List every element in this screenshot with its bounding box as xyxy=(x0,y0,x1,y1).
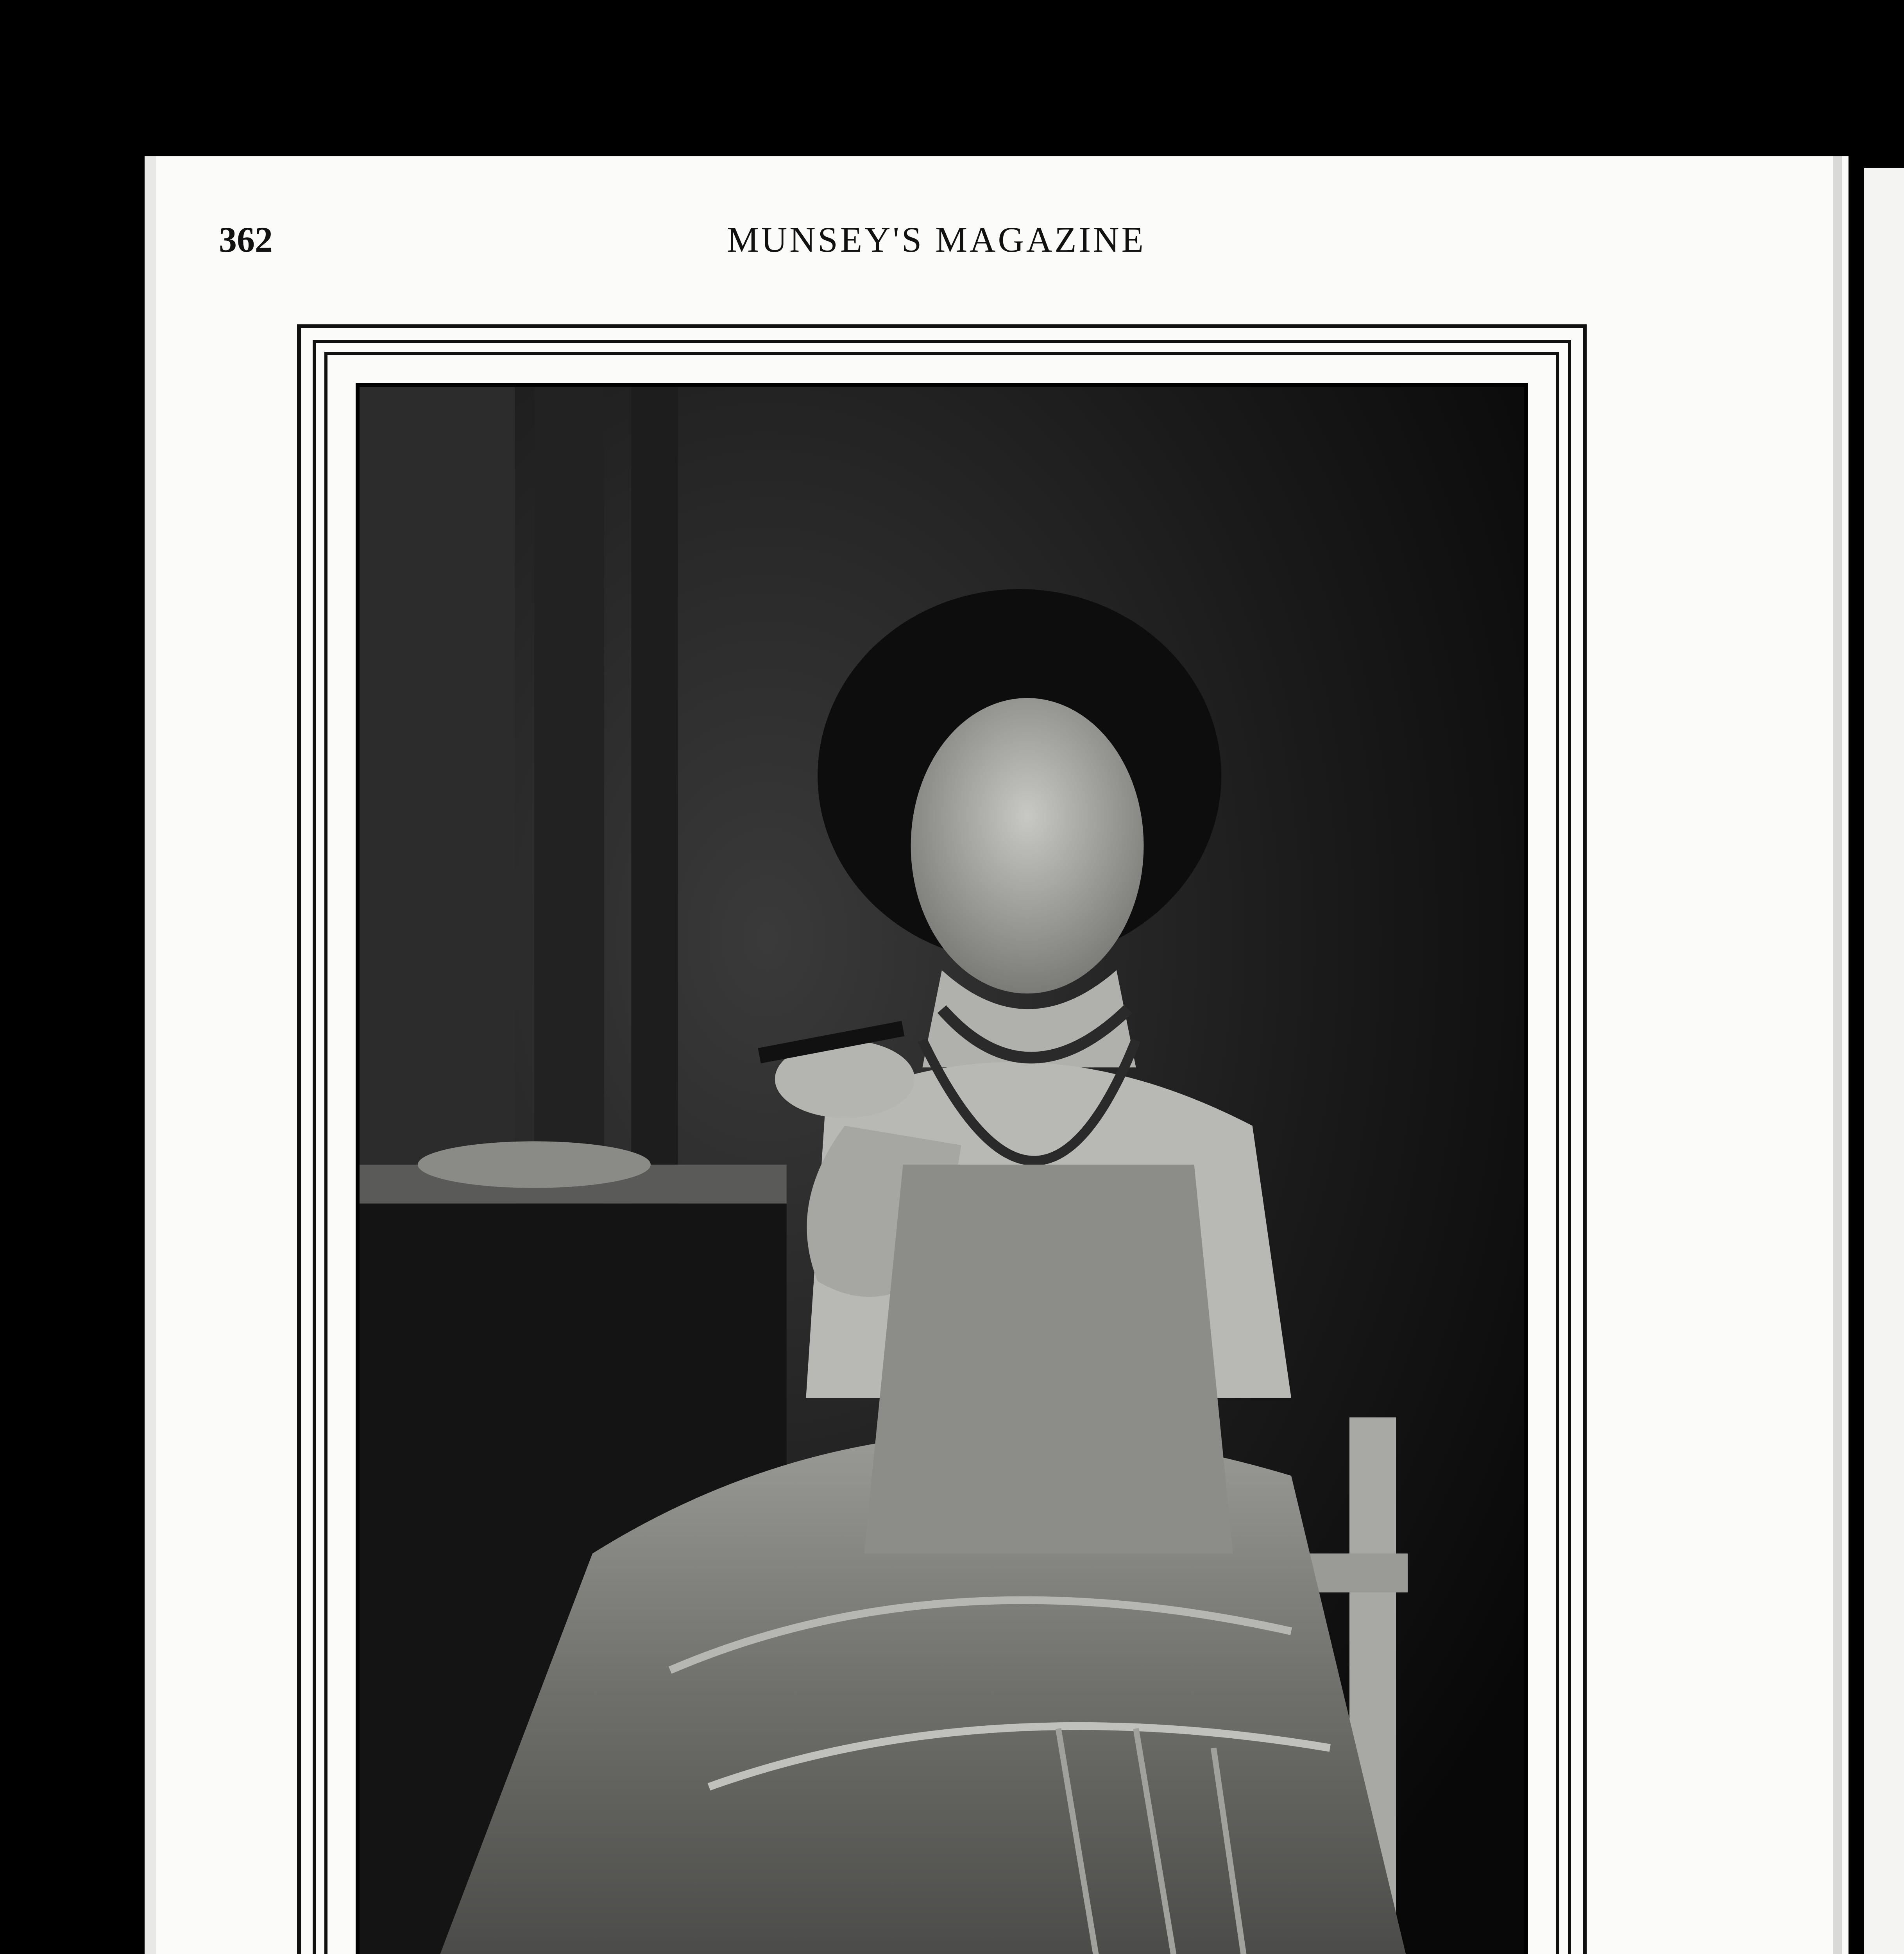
running-title: MUNSEY'S MAGAZINE xyxy=(727,220,1146,259)
page-number: 362 xyxy=(219,220,273,259)
page-header xyxy=(219,219,1680,274)
page-gutter-edge xyxy=(1833,156,1842,1954)
portrait-photograph-illustration xyxy=(360,387,1524,1954)
photo-frame xyxy=(297,324,1587,1954)
portrait-photograph xyxy=(356,383,1528,1954)
facing-page-edge xyxy=(1864,168,1904,1954)
